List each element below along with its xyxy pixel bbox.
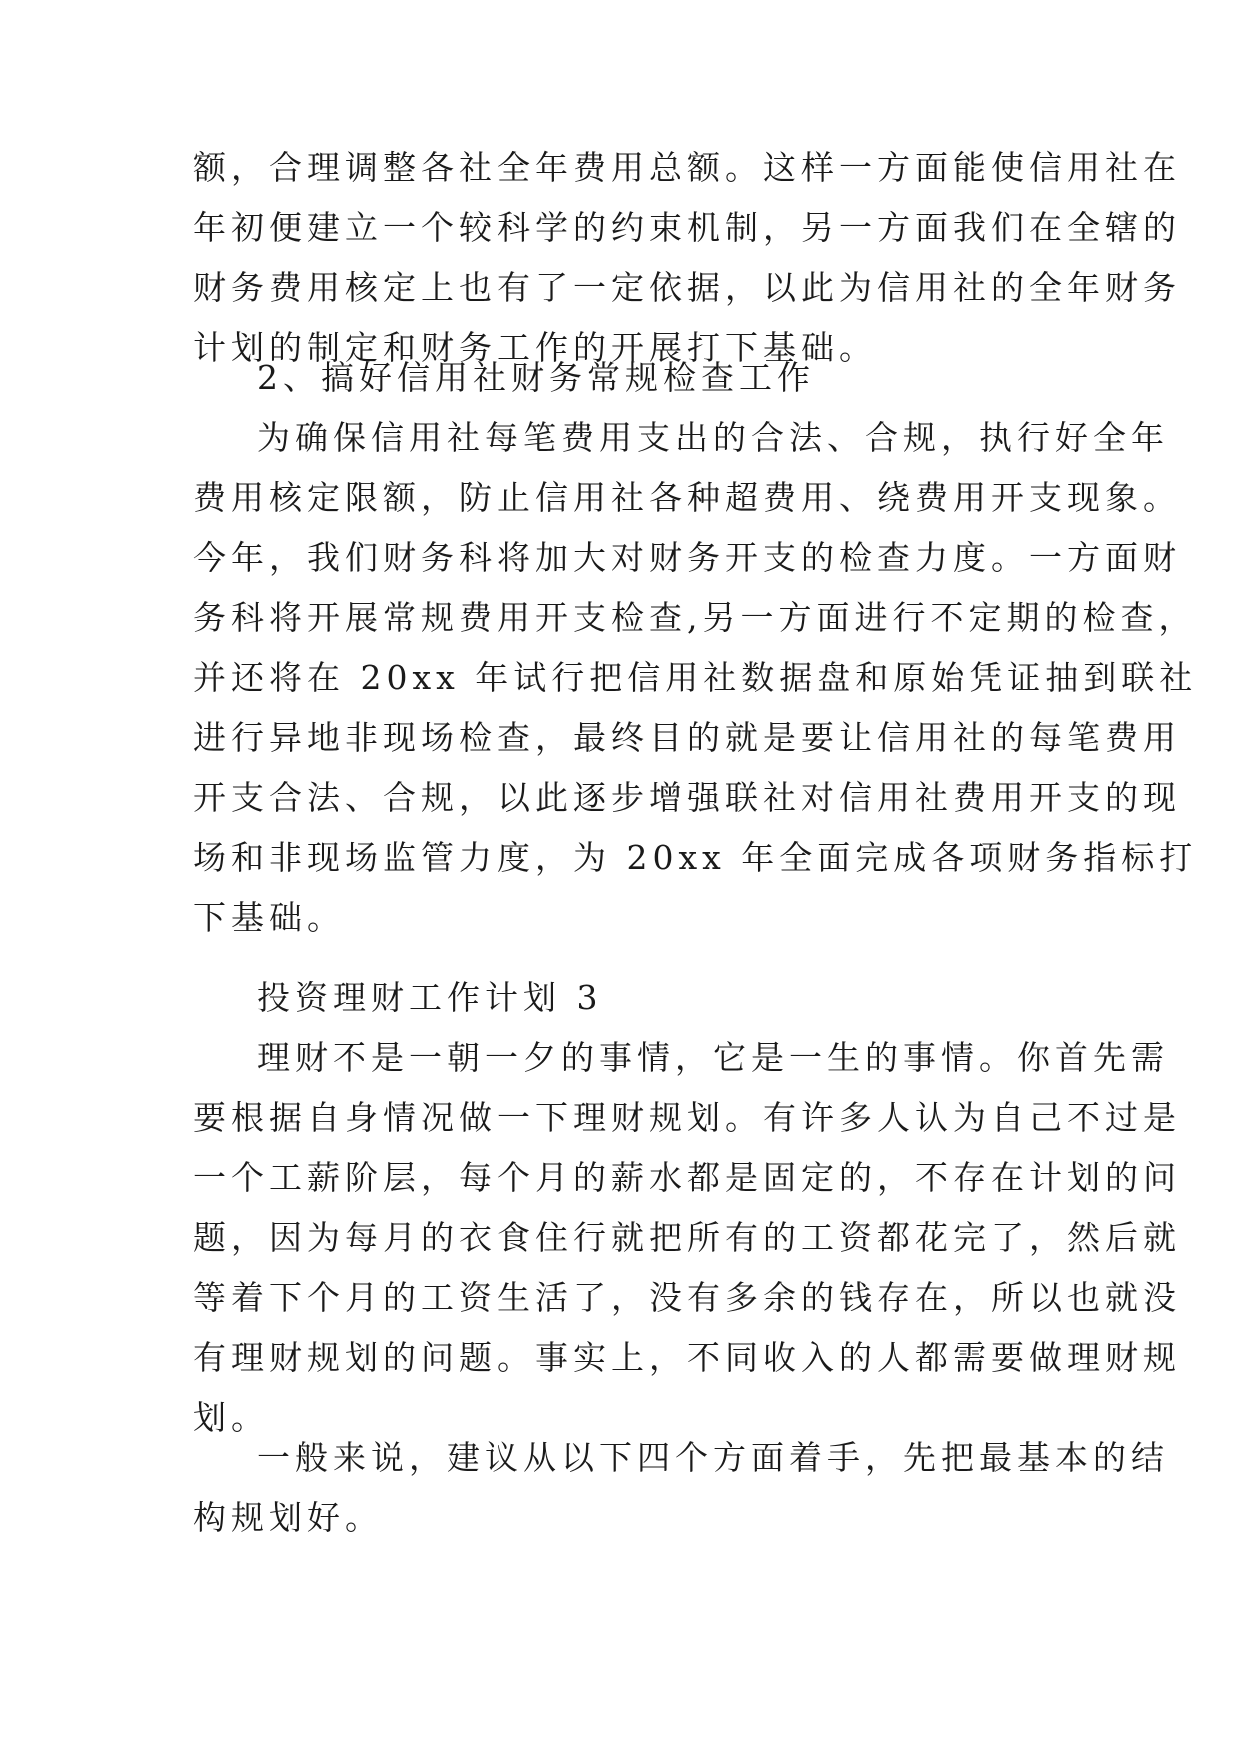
text-line: 一个工薪阶层，每个月的薪水都是固定的，不存在计划的问 [193,1158,1181,1197]
text-line: 有理财规划的问题。事实上，不同收入的人都需要做理财规 [193,1338,1181,1377]
text-line: 构规划好。 [193,1498,383,1537]
text-line: 并还将在 20xx 年试行把信用社数据盘和原始凭证抽到联社 [193,658,1198,697]
section-heading-3 [193,968,1048,1028]
text-line: 等着下个月的工资生活了，没有多余的钱存在，所以也就没 [193,1278,1181,1317]
paragraph-budget-continuation [193,138,1181,378]
text-line: 一般来说，建议从以下四个方面着手，先把最基本的结 [257,1438,1169,1477]
heading-text: 投资理财工作计划 3 [257,978,603,1017]
heading-text: 2、搞好信用社财务常规检查工作 [257,358,815,397]
text-line: 财务费用核定上也有了一定依据，以此为信用社的全年财务 [193,268,1181,307]
paragraph-financial-planning [193,1028,1181,1448]
text-line: 额，合理调整各社全年费用总额。这样一方面能使信用社在 [193,148,1181,187]
text-line: 务科将开展常规费用开支检查,另一方面进行不定期的检查， [193,598,1197,637]
text-line: 题，因为每月的衣食住行就把所有的工资都花完了，然后就 [193,1218,1181,1257]
text-line: 场和非现场监管力度，为 20xx 年全面完成各项财务指标打 [193,838,1198,877]
text-line: 年初便建立一个较科学的约束机制，另一方面我们在全辖的 [193,208,1181,247]
paragraph-four-aspects [193,1428,1169,1548]
paragraph-financial-inspection [193,408,1198,948]
text-line: 为确保信用社每笔费用支出的合法、合规，执行好全年 [257,418,1169,457]
text-line: 今年，我们财务科将加大对财务开支的检查力度。一方面财 [193,538,1181,577]
section-heading-2 [193,348,1048,408]
text-line: 划。 [193,1398,269,1437]
text-line: 理财不是一朝一夕的事情，它是一生的事情。你首先需 [257,1038,1169,1077]
text-line: 下基础。 [193,898,345,937]
text-line: 要根据自身情况做一下理财规划。有许多人认为自己不过是 [193,1098,1181,1137]
text-line: 开支合法、合规，以此逐步增强联社对信用社费用开支的现 [193,778,1181,817]
text-line: 进行异地非现场检查，最终目的就是要让信用社的每笔费用 [193,718,1181,757]
text-line: 计划的制定和财务工作的开展打下基础。 [193,328,877,367]
text-line: 费用核定限额，防止信用社各种超费用、绕费用开支现象。 [193,478,1181,517]
